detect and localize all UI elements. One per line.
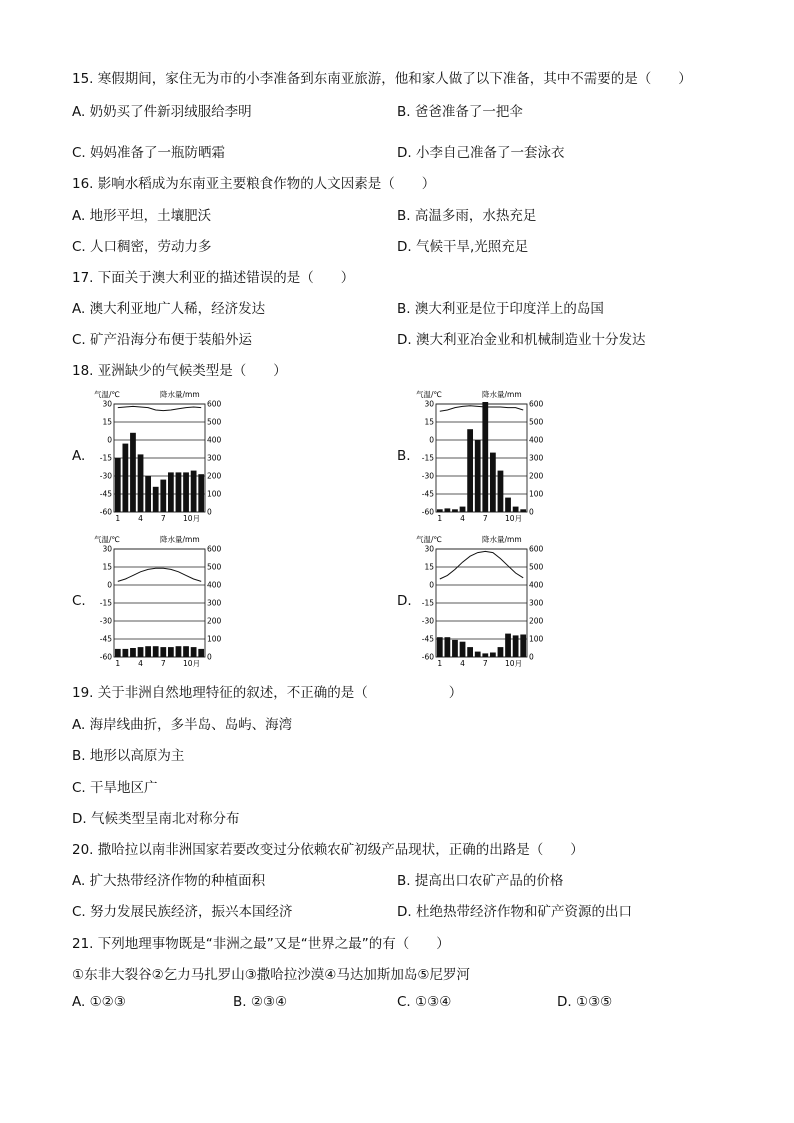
precipitation-bar [153, 646, 159, 657]
precipitation-bar [115, 458, 121, 512]
temperature-tick-label: 15 [424, 562, 434, 572]
precipitation-bar [122, 444, 128, 512]
precipitation-tick-label: 500 [207, 562, 222, 572]
month-tick-label: 7 [482, 514, 488, 523]
temperature-tick-label: -45 [99, 634, 112, 644]
temperature-tick-label: -60 [421, 652, 434, 662]
precipitation-bar [505, 634, 511, 657]
temperature-tick-label: 15 [102, 417, 112, 427]
temperature-tick-label: -60 [421, 507, 434, 517]
temperature-tick-label: -15 [99, 598, 112, 608]
climate-chart-b [414, 388, 544, 523]
precipitation-tick-label: 400 [207, 580, 222, 590]
precipitation-bar [444, 637, 450, 657]
q19-option-c[interactable]: C. 干旱地区广 [72, 780, 158, 796]
temperature-line [118, 568, 201, 581]
q20-option-d[interactable]: D. 杜绝热带经济作物和矿产资源的出口 [397, 904, 632, 920]
precipitation-bar [520, 635, 526, 658]
precipitation-bar [168, 647, 174, 657]
q20-option-b[interactable]: B. 提高出口农矿产品的价格 [397, 873, 564, 889]
q15-option-c[interactable]: C. 妈妈准备了一瓶防晒霜 [72, 145, 226, 161]
precipitation-bar [513, 635, 519, 657]
q19-option-b[interactable]: B. 地形以高原为主 [72, 748, 185, 764]
precipitation-tick-label: 0 [207, 652, 212, 662]
temperature-tick-label: -60 [99, 507, 112, 517]
temperature-axis-label: 气温/℃ [94, 535, 120, 544]
precipitation-bar [482, 653, 488, 657]
q18-stem: 18. 亚洲缺少的气候类型是（ ） [72, 363, 287, 379]
temperature-tick-label: 30 [424, 399, 434, 409]
precipitation-tick-label: 400 [529, 580, 544, 590]
precipitation-tick-label: 600 [529, 544, 544, 554]
precipitation-bar [176, 646, 182, 657]
temperature-tick-label: -30 [99, 471, 112, 481]
temperature-line [440, 406, 523, 411]
precipitation-tick-label: 100 [529, 489, 544, 499]
precipitation-tick-label: 0 [529, 507, 534, 517]
temperature-tick-label: -15 [99, 453, 112, 463]
precipitation-tick-label: 400 [529, 435, 544, 445]
precipitation-bar [467, 429, 473, 512]
temperature-tick-label: 0 [107, 580, 112, 590]
temperature-axis-label: 气温/℃ [416, 535, 442, 544]
month-tick-label: 4 [138, 659, 143, 668]
q18-option-d[interactable]: D. [397, 593, 412, 609]
q16-option-d[interactable]: D. 气候干旱,光照充足 [397, 239, 529, 255]
month-tick-label: 10月 [183, 659, 201, 668]
month-tick-label: 1 [437, 659, 443, 668]
q21-option-b[interactable]: B. ②③④ [233, 994, 288, 1010]
temperature-tick-label: -45 [421, 489, 434, 499]
month-tick-label: 4 [138, 514, 143, 523]
precipitation-tick-label: 500 [529, 562, 544, 572]
temperature-tick-label: 0 [429, 435, 434, 445]
precipitation-tick-label: 500 [207, 417, 222, 427]
month-tick-label: 10月 [505, 659, 523, 668]
precipitation-bar [183, 472, 189, 512]
precipitation-bar [168, 472, 174, 512]
precipitation-bar [145, 476, 151, 512]
precipitation-tick-label: 600 [207, 544, 222, 554]
precipitation-bar [460, 507, 466, 512]
temperature-tick-label: -45 [421, 634, 434, 644]
precipitation-bar [176, 472, 182, 512]
precipitation-tick-label: 100 [207, 634, 222, 644]
month-tick-label: 1 [437, 514, 443, 523]
precipitation-bar [437, 509, 443, 512]
precipitation-bar [498, 471, 504, 512]
precipitation-axis-label: 降水量/mm [482, 390, 522, 399]
precipitation-bar [122, 649, 128, 657]
month-tick-label: 7 [160, 514, 166, 523]
precipitation-tick-label: 200 [207, 616, 222, 626]
q21-option-a[interactable]: A. ①②③ [72, 994, 126, 1010]
month-tick-label: 10月 [183, 514, 201, 523]
temperature-tick-label: 15 [424, 417, 434, 427]
q16-option-a[interactable]: A. 地形平坦，土壤肥沃 [72, 208, 212, 224]
precipitation-tick-label: 0 [207, 507, 212, 517]
month-tick-label: 1 [115, 514, 121, 523]
temperature-tick-label: -30 [421, 471, 434, 481]
precipitation-bar [482, 402, 488, 512]
q16-option-b[interactable]: B. 高温多雨，水热充足 [397, 208, 537, 224]
month-tick-label: 7 [482, 659, 488, 668]
q20-stem: 20. 撒哈拉以南非洲国家若要改变过分依赖农矿初级产品现状，正确的出路是（ ） [72, 842, 584, 858]
temperature-tick-label: 0 [429, 580, 434, 590]
precipitation-bar [437, 637, 443, 657]
precipitation-tick-label: 100 [207, 489, 222, 499]
temperature-tick-label: -15 [421, 598, 434, 608]
climate-chart-c [92, 533, 222, 668]
climate-chart-d [414, 533, 544, 668]
precipitation-axis-label: 降水量/mm [160, 535, 200, 544]
q21-option-c[interactable]: C. ①③④ [397, 994, 452, 1010]
q19-option-a[interactable]: A. 海岸线曲折，多半岛、岛屿、海湾 [72, 717, 293, 733]
q21-items: ①东非大裂谷②乞力马扎罗山③撒哈拉沙漠④马达加斯加岛⑤尼罗河 [72, 967, 471, 983]
q17-option-b[interactable]: B. 澳大利亚是位于印度洋上的岛国 [397, 301, 604, 317]
month-tick-label: 10月 [505, 514, 523, 523]
q15-stem: 15. 寒假期间，家住无为市的小李准备到东南亚旅游，他和家人做了以下准备，其中不需要的是（ ） [72, 71, 692, 87]
precipitation-tick-label: 300 [207, 598, 222, 608]
q20-option-a[interactable]: A. 扩大热带经济作物的种植面积 [72, 873, 266, 889]
q15-option-b[interactable]: B. 爸爸准备了一把伞 [397, 104, 523, 120]
precipitation-bar [153, 487, 159, 512]
q18-option-c[interactable]: C. [72, 593, 86, 609]
precipitation-tick-label: 100 [529, 634, 544, 644]
precipitation-bar [460, 642, 466, 657]
precipitation-tick-label: 0 [529, 652, 534, 662]
precipitation-bar [160, 647, 166, 657]
month-tick-label: 4 [460, 514, 465, 523]
precipitation-bar [505, 498, 511, 512]
precipitation-bar [490, 653, 496, 658]
q16-stem: 16. 影响水稻成为东南亚主要粮食作物的人文因素是（ ） [72, 176, 436, 192]
precipitation-tick-label: 300 [529, 598, 544, 608]
precipitation-bar [198, 649, 204, 657]
temperature-axis-label: 气温/℃ [94, 390, 120, 399]
temperature-tick-label: 30 [102, 544, 112, 554]
month-tick-label: 7 [160, 659, 166, 668]
precipitation-bar [452, 640, 458, 657]
q18-option-b[interactable]: B. [397, 448, 411, 464]
temperature-tick-label: -15 [421, 453, 434, 463]
q16-option-c[interactable]: C. 人口稠密，劳动力多 [72, 239, 212, 255]
temperature-line [118, 406, 201, 410]
precipitation-tick-label: 200 [529, 471, 544, 481]
precipitation-bar [130, 433, 136, 512]
q20-option-c[interactable]: C. 努力发展民族经济，振兴本国经济 [72, 904, 293, 920]
temperature-axis-label: 气温/℃ [416, 390, 442, 399]
temperature-tick-label: -30 [99, 616, 112, 626]
precipitation-bar [198, 474, 204, 512]
precipitation-tick-label: 600 [529, 399, 544, 409]
precipitation-axis-label: 降水量/mm [482, 535, 522, 544]
q18-option-a[interactable]: A. [72, 448, 86, 464]
precipitation-bar [475, 652, 481, 657]
precipitation-bar [520, 509, 526, 512]
temperature-line [440, 551, 523, 579]
precipitation-bar [160, 480, 166, 512]
q15-option-d[interactable]: D. 小李自己准备了一套泳衣 [397, 145, 565, 161]
q19-stem: 19. 关于非洲自然地理特征的叙述，不正确的是（ ） [72, 685, 463, 701]
q19-option-d[interactable]: D. 气候类型呈南北对称分布 [72, 811, 240, 827]
q17-stem: 17. 下面关于澳大利亚的描述错误的是（ ） [72, 270, 355, 286]
precipitation-bar [513, 507, 519, 512]
temperature-tick-label: 15 [102, 562, 112, 572]
precipitation-tick-label: 500 [529, 417, 544, 427]
q17-option-d[interactable]: D. 澳大利亚冶金业和机械制造业十分发达 [397, 332, 646, 348]
precipitation-axis-label: 降水量/mm [160, 390, 200, 399]
q21-option-d[interactable]: D. ①③⑤ [557, 994, 613, 1010]
precipitation-bar [115, 649, 121, 657]
temperature-tick-label: 30 [424, 544, 434, 554]
precipitation-bar [138, 454, 144, 512]
precipitation-tick-label: 600 [207, 399, 222, 409]
precipitation-tick-label: 300 [207, 453, 222, 463]
q21-stem: 21. 下列地理事物既是“非洲之最”又是“世界之最”的有（ ） [72, 936, 450, 952]
precipitation-tick-label: 400 [207, 435, 222, 445]
precipitation-bar [444, 508, 450, 512]
q15-option-a[interactable]: A. 奶奶买了件新羽绒服给李明 [72, 104, 252, 120]
month-tick-label: 1 [115, 659, 121, 668]
q17-option-c[interactable]: C. 矿产沿海分布便于装船外运 [72, 332, 253, 348]
precipitation-tick-label: 200 [529, 616, 544, 626]
precipitation-bar [490, 453, 496, 512]
temperature-tick-label: -30 [421, 616, 434, 626]
temperature-tick-label: 30 [102, 399, 112, 409]
precipitation-bar [145, 646, 151, 657]
precipitation-tick-label: 200 [207, 471, 222, 481]
precipitation-bar [183, 646, 189, 657]
temperature-tick-label: -60 [99, 652, 112, 662]
temperature-tick-label: 0 [107, 435, 112, 445]
climate-chart-a [92, 388, 222, 523]
precipitation-bar [138, 647, 144, 657]
precipitation-bar [191, 471, 197, 512]
precipitation-bar [475, 440, 481, 512]
precipitation-tick-label: 300 [529, 453, 544, 463]
precipitation-bar [467, 647, 473, 657]
temperature-tick-label: -45 [99, 489, 112, 499]
precipitation-bar [191, 647, 197, 657]
month-tick-label: 4 [460, 659, 465, 668]
precipitation-bar [498, 647, 504, 657]
q17-option-a[interactable]: A. 澳大利亚地广人稀，经济发达 [72, 301, 266, 317]
precipitation-bar [130, 648, 136, 657]
precipitation-bar [452, 509, 458, 512]
